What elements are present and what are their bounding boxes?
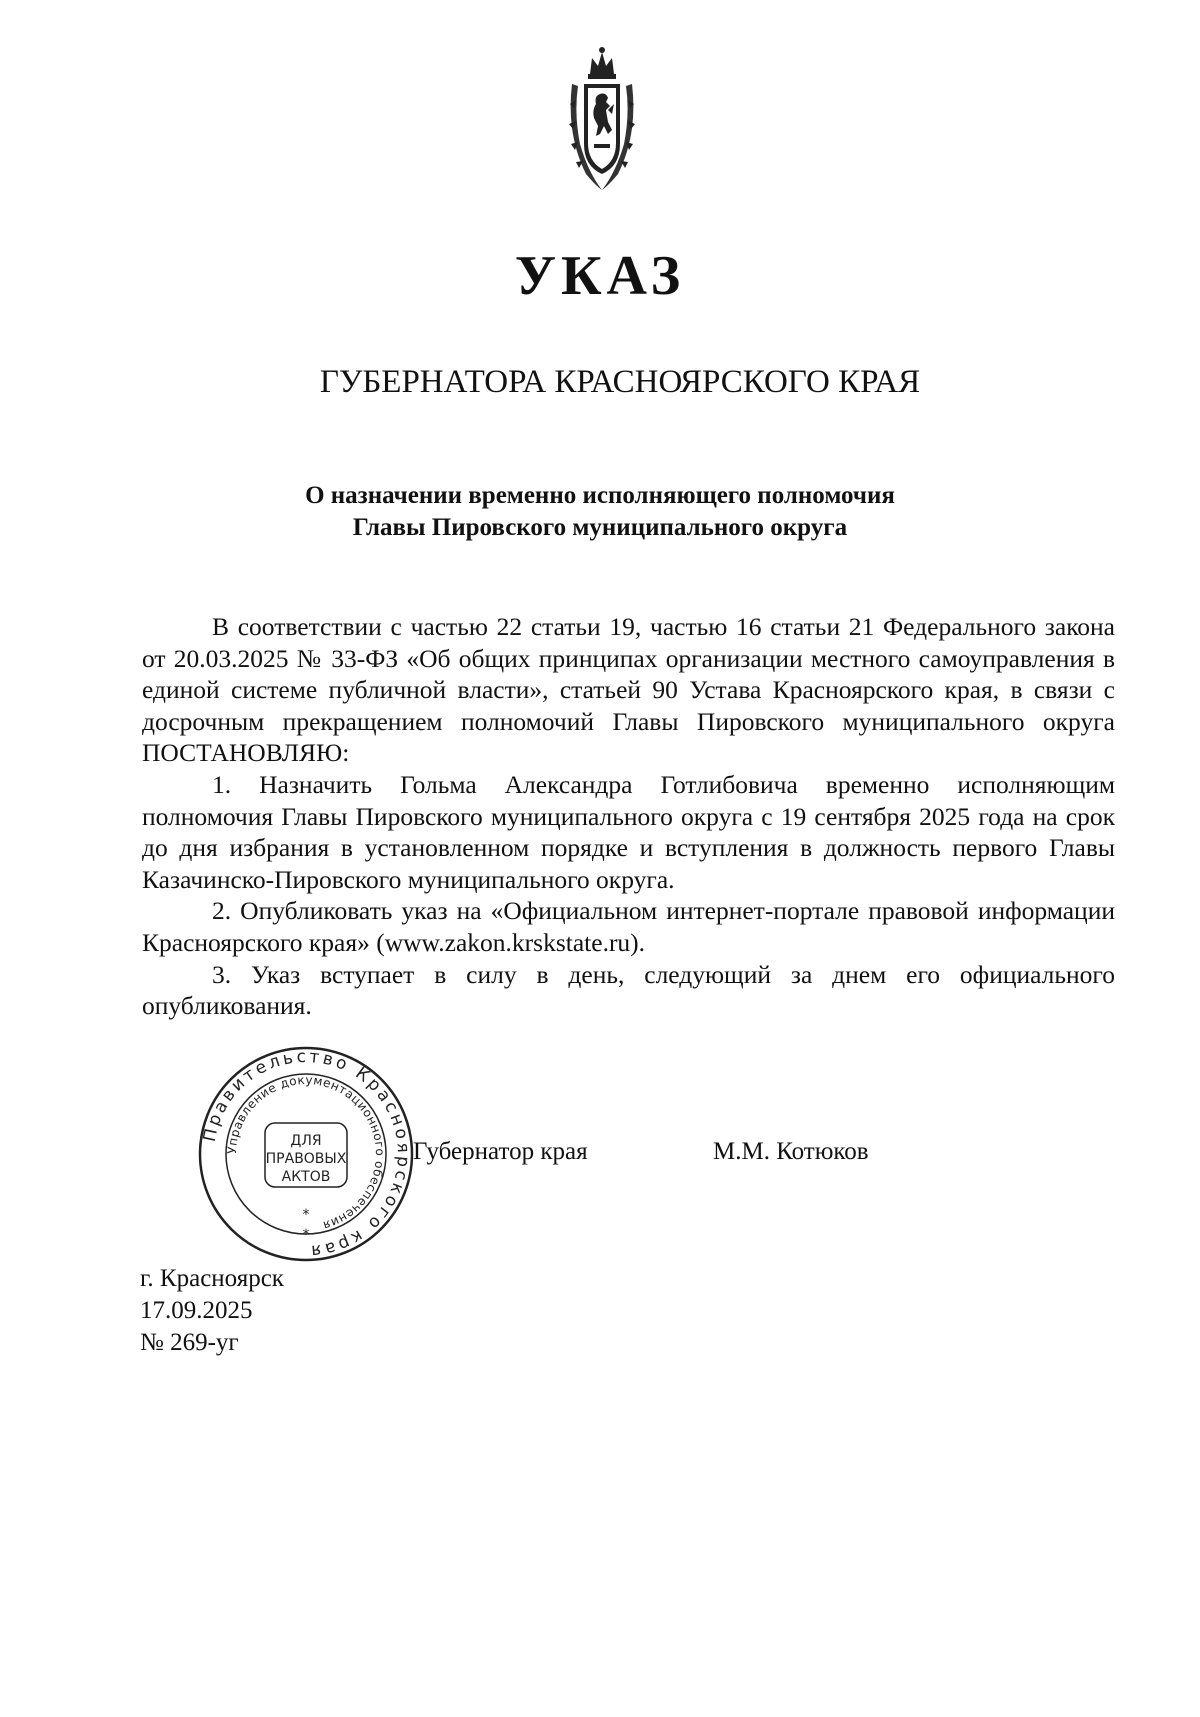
issue-city: г. Красноярск <box>140 1265 284 1292</box>
signatory-name: М.М. Котюков <box>713 1138 869 1165</box>
document-type-title: УКАЗ <box>514 245 686 307</box>
heading-line-2: Главы Пировского муниципального округа <box>352 514 848 541</box>
heading-line-1: О назначении временно исполняющего полномочия <box>305 482 895 509</box>
preamble-paragraph: В соответствии с частью 22 статьи 19, частью 16 статьи 21 Федерального закона от 20.03.2025 № 33-ФЗ «Об общих принципах организации местного самоуправления в единой системе публичной власти», статьей 90 Устава Красноярского края, в связи с досрочным прекращением полномочий Главы Пировского муниципального округа ПОСТАНОВЛЯЮ: <box>142 612 1115 768</box>
svg-text:ПРАВОВЫХ: ПРАВОВЫХ <box>265 1151 347 1167</box>
decree-number: № 269-уг <box>140 1329 239 1356</box>
svg-text:*: * <box>302 1207 310 1223</box>
svg-text:Правительство Красноярского кр: Правительство Красноярского края <box>199 1046 414 1262</box>
svg-text:ДЛЯ: ДЛЯ <box>290 1133 322 1149</box>
clause-1-paragraph: 1. Назначить Гольма Александра Готлибовича временно исполняющим полномочия Главы Пировского муниципального округа с 19 сентября 2025 года на срок до дня избрания в установленном порядке и вступления в должность первого Главы Казачинско-Пировского муниципального округа. <box>142 769 1115 894</box>
official-round-stamp-icon <box>195 1043 417 1265</box>
clause-2-paragraph: 2. Опубликовать указ на «Официальном интернет-портале правовой информации Красноярского края» (www.zakon.krskstate.ru). <box>142 896 1115 957</box>
decree-body <box>142 611 1115 1022</box>
svg-text:АКТОВ: АКТОВ <box>281 1169 331 1185</box>
clause-3-paragraph: 3. Указ вступает в силу в день, следующий за днем его официального опубликования. <box>142 959 1115 1021</box>
issue-details <box>140 1263 284 1359</box>
decree-heading <box>0 480 1200 544</box>
krasnoyarsk-coat-of-arms-icon <box>566 44 638 194</box>
issue-date: 17.09.2025 <box>140 1297 253 1324</box>
issuer-title: ГУБЕРНАТОРА КРАСНОЯРСКОГО КРАЯ <box>319 364 921 400</box>
svg-text:Управление документационного о: Управление документационного обеспечения <box>224 1072 388 1233</box>
svg-text:*: * <box>302 1227 310 1243</box>
signatory-role: Губернатор края <box>413 1138 588 1165</box>
